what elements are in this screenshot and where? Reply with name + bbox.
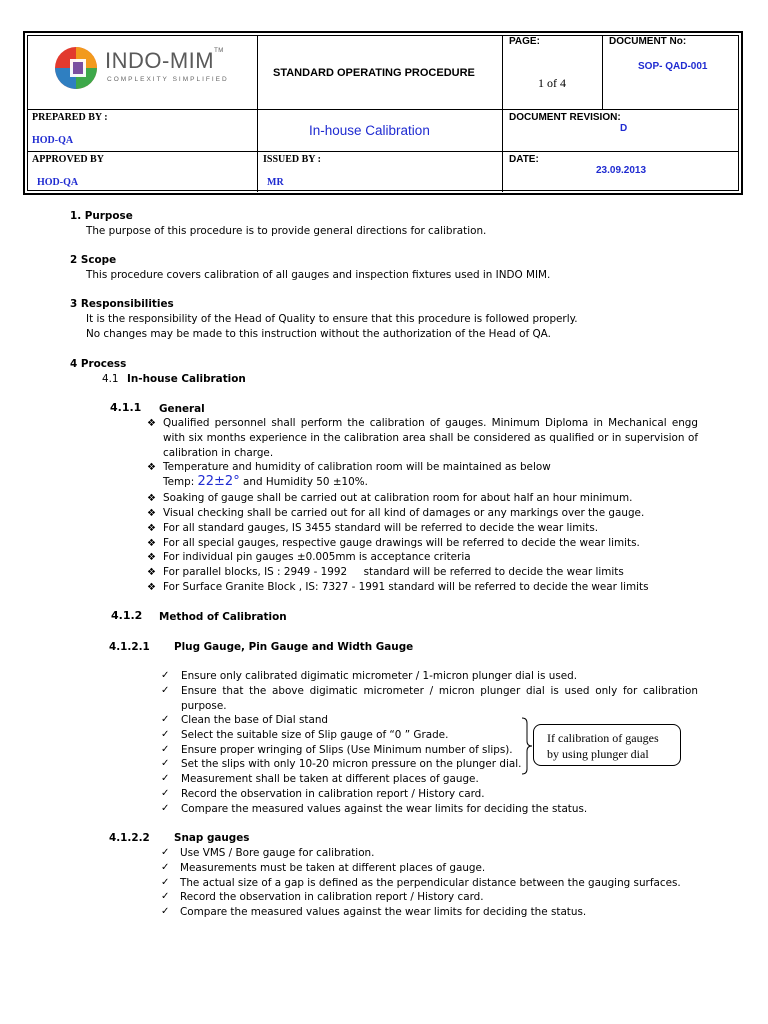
diamond-bullet-icon: ❖ (147, 508, 156, 519)
scope-text: This procedure covers calibration of all gauges and inspection fixtures used in INDO MIM. (86, 269, 551, 281)
list-item: For all special gauges, respective gauge drawings will be referred to decide the wear limits. (163, 537, 640, 549)
page-label: PAGE: (509, 36, 540, 47)
responsibilities-text-2: No changes may be made to this instruction without the authorization of the Head of QA. (86, 328, 551, 340)
method-title: Method of Calibration (159, 611, 287, 623)
diamond-bullet-icon: ❖ (147, 582, 156, 593)
list-item: Measurements must be taken at different places of gauge. (180, 862, 486, 874)
issued-by-value: MR (267, 177, 284, 188)
diamond-bullet-icon: ❖ (147, 552, 156, 563)
list-item: For individual pin gauges ±0.005mm is acceptance criteria (163, 551, 471, 563)
process-sub-title: In-house Calibration (127, 373, 246, 385)
document-revision-value: D (620, 123, 628, 134)
list-item: Ensure only calibrated digimatic micrometer / 1-micron plunger dial is used. (181, 670, 578, 682)
approved-by-value: HOD-QA (37, 177, 79, 188)
check-icon: ✓ (161, 862, 170, 873)
date-label: DATE: (509, 154, 539, 165)
check-icon: ✓ (161, 729, 170, 740)
document-number-label: DOCUMENT No: (609, 36, 687, 47)
check-icon: ✓ (161, 847, 170, 858)
document-revision-label: DOCUMENT REVISION: (509, 112, 621, 123)
list-item: Temperature and humidity of calibration room will be maintained as below (163, 461, 551, 473)
check-icon: ✓ (161, 877, 170, 888)
prepared-by-label: PREPARED BY : (32, 112, 108, 123)
list-item: For all standard gauges, IS 3455 standard will be referred to decide the wear limits. (163, 522, 599, 534)
temp-prefix: Temp: (163, 476, 198, 488)
general-number: 4.1.1 (110, 401, 142, 414)
list-item: Record the observation in calibration report / History card. (181, 788, 485, 800)
logo-tm: TM (214, 48, 224, 54)
check-icon: ✓ (161, 758, 170, 769)
responsibilities-text-1: It is the responsibility of the Head of Quality to ensure that this procedure is followed properly. (86, 313, 578, 325)
plug-gauge-number: 4.1.2.1 (109, 641, 150, 653)
date-value: 23.09.2013 (596, 165, 647, 176)
subject-title: In-house Calibration (309, 123, 430, 138)
temp-value: 22±2° (197, 474, 240, 489)
responsibilities-heading: 3 Responsibilities (70, 298, 174, 310)
check-icon: ✓ (161, 891, 170, 902)
check-icon: ✓ (161, 744, 170, 755)
document-number-value: SOP- QAD-001 (638, 61, 708, 72)
list-item: Measurement shall be taken at different places of gauge. (181, 773, 479, 785)
prepared-by-value: HOD-QA (32, 135, 74, 146)
list-item: Compare the measured values against the wear limits for deciding the status. (181, 803, 588, 815)
document-header-table (23, 31, 743, 195)
list-item: Clean the base of Dial stand (181, 714, 329, 726)
process-heading: 4 Process (70, 358, 127, 370)
header-inner-frame (27, 35, 739, 191)
check-icon: ✓ (161, 803, 170, 814)
doc-type-title: STANDARD OPERATING PROCEDURE (273, 67, 475, 79)
purpose-text: The purpose of this procedure is to provide general directions for calibration. (86, 225, 487, 237)
logo-brand-text: INDO-MIM (105, 48, 215, 73)
list-item: For Surface Granite Block , IS: 7327 - 1991 standard will be referred to decide the wear limits (163, 581, 649, 593)
diamond-bullet-icon: ❖ (147, 418, 156, 429)
check-icon: ✓ (161, 670, 170, 681)
check-icon: ✓ (161, 788, 170, 799)
list-item: Qualified personnel shall perform the calibration of gauges. Minimum Diploma in Mechanical engg with six months experience in the calibration area shall be considered as qualified or in supervision of calibration in charge. (163, 417, 698, 459)
diamond-bullet-icon: ❖ (147, 462, 156, 473)
list-item: Select the suitable size of Slip gauge of “0 ” Grade. (181, 729, 449, 741)
list-item: The actual size of a gap is defined as the perpendicular distance between the gauging surfaces. (180, 877, 681, 889)
page-value: 1 of 4 (538, 76, 566, 90)
check-icon: ✓ (161, 685, 170, 696)
purpose-heading: 1. Purpose (70, 210, 133, 222)
list-item: Ensure proper wringing of Slips (Use Minimum number of slips). (181, 744, 513, 756)
check-icon: ✓ (161, 714, 170, 725)
list-item: Visual checking shall be carried out for all kind of damages or any markings over the gauge. (163, 507, 645, 519)
temp-suffix: and Humidity 50 ±10%. (239, 476, 368, 488)
logo-mark-icon (53, 45, 99, 91)
company-logo (53, 45, 253, 91)
list-item: Record the observation in calibration report / History card. (180, 891, 484, 903)
scope-heading: 2 Scope (70, 254, 117, 266)
issued-by-label: ISSUED BY : (263, 154, 321, 165)
general-title: General (159, 403, 205, 415)
diamond-bullet-icon: ❖ (147, 567, 156, 578)
logo-tagline: COMPLEXITY SIMPLIFIED (107, 76, 229, 83)
temperature-line (163, 475, 368, 490)
plug-gauge-title: Plug Gauge, Pin Gauge and Width Gauge (174, 641, 414, 653)
note-line-1: If calibration of gauges (547, 731, 659, 745)
check-icon: ✓ (161, 906, 170, 917)
right-brace-icon (520, 717, 534, 775)
snap-gauge-title: Snap gauges (174, 832, 250, 844)
approved-by-label: APPROVED BY (32, 154, 104, 165)
diamond-bullet-icon: ❖ (147, 523, 156, 534)
check-icon: ✓ (161, 773, 170, 784)
list-item: Use VMS / Bore gauge for calibration. (180, 847, 375, 859)
list-item: For parallel blocks, IS : 2949 - 1992 standard will be referred to decide the wear limits (163, 566, 624, 578)
plunger-dial-note (533, 724, 681, 766)
process-sub-number: 4.1 (102, 373, 119, 385)
diamond-bullet-icon: ❖ (147, 493, 156, 504)
diamond-bullet-icon: ❖ (147, 538, 156, 549)
list-item: Soaking of gauge shall be carried out at calibration room for about half an hour minimum. (163, 492, 633, 504)
list-item: Set the slips with only 10-20 micron pressure on the plunger dial. (181, 758, 522, 770)
note-line-2: by using plunger dial (547, 747, 649, 761)
snap-gauge-number: 4.1.2.2 (109, 832, 150, 844)
method-number: 4.1.2 (111, 609, 143, 622)
list-item: Ensure that the above digimatic micrometer / micron plunger dial is used only for calibration purpose. (181, 685, 698, 712)
list-item: Compare the measured values against the wear limits for deciding the status. (180, 906, 587, 918)
